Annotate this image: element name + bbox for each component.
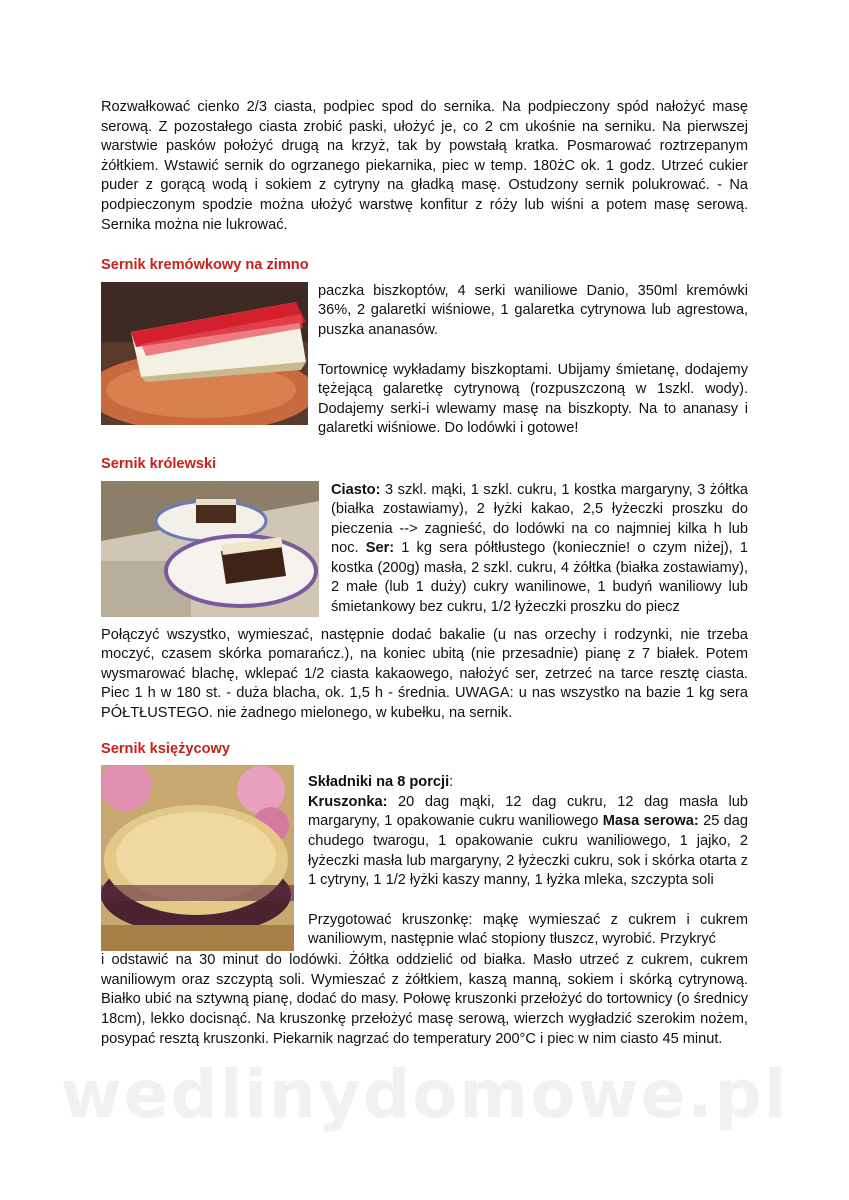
recipe-krolewski-instructions: Połączyć wszystko, wymieszać, następnie dodać bakalie (u nas orzechy i rodzynki, nie trzeba moczyć, czasem skórka pomarańcz.), na koniec ubitą (nie przesadnie) pianę z 7 białek. Potem wysmarować blachę, wklepać 1/2 ciasta kakaowego, nałożyć ser, zetrzeć na tarce resztę ciasta. Piec 1 h w 180 st. - duża blacha, ok. 1,5 h - średnia. UWAGA: u nas wszystko na bazie 1 kg sera PÓŁTŁUSTEGO. nie żadnego mielonego, w kubełku, na sernik.	[101, 626, 748, 722]
recipe-kremowkowy-block	[101, 282, 748, 439]
masa-serowa-text: 25 dag chudego twarogu, 1 opakowanie cukru waniliowego, 1 jajko, 2 łyżeczki masła lub margaryny, 2 łyżeczki cukru, sok i skórka otarta z 1 cytryny, 1 1/2 łyżki kaszy manny, 1 łyżka mleka, szczypta soli	[308, 813, 748, 889]
recipe-kremowkowy-ingredients: paczka biszkoptów, 4 serki waniliowe Danio, 350ml kremówki 36%, 2 galaretki wiśniowe, 1 galaretka cytrynowa lub agrestowa, puszka ananasów.	[318, 282, 748, 338]
recipe-ksiezycowy-side-text: Składniki na 8 porcji: Kruszonka: 20 dag mąki, 12 dag cukru, 12 dag masła lub margaryny, 1 opakowanie cukru waniliowego Masa serowa: 25 dag chudego twarogu, 1 opakowanie cukru waniliowego, 1 jajko, 2 łyżeczki masła lub margaryny, 2 łyżeczki cukru, sok i skórka otarta z 1 cytryny, 1 1/2 łyżki kaszy manny, 1 łyżka mleka, szczypta soli Przygotować kruszonkę: mąkę wymieszać z cukrem i cukrem waniliowym, następnie wlać stopiony tłuszcz, wyrobić. Przykryć	[294, 765, 748, 951]
recipe-title-kremowkowy: Sernik kremówkowy na zimno	[101, 257, 309, 274]
recipe-ksiezycowy-block	[101, 765, 748, 951]
cheesecake-photo	[101, 765, 294, 951]
kruszonka-label: Kruszonka:	[308, 793, 388, 810]
ciasto-label: Ciasto:	[331, 481, 381, 498]
ciasto-text: 3 szkl. mąki, 1 szkl. cukru, 1 kostka margaryny, 3 żółtka (białka zostawiamy), 2 łyżki kakao, 2,5 łyżeczki proszku do pieczenia --> zagnieść, do lodówki na co najmniej kilka h lub noc.	[331, 481, 748, 557]
recipe-krolewski-block	[101, 481, 748, 618]
watermark-text: wedlinydomowe.pl	[60, 1056, 789, 1133]
recipe-title-krolewski: Sernik królewski	[101, 455, 217, 472]
recipe-title-ksiezycowy: Sernik księżycowy	[101, 740, 230, 757]
cheesecake-photo	[101, 282, 308, 425]
masa-serowa-label: Masa serowa:	[602, 813, 699, 830]
portions-label: Składniki na 8 porcji	[308, 774, 450, 791]
recipe-krolewski-side-text	[319, 481, 748, 618]
ser-text: 1 kg sera półtłustego (koniecznie! o czym niżej), 1 kostka (200g) masła, 2 szkl. cukru, 4 żółtka (białka zostawiamy), 2 małe (lub 1 duży) cukry wanilinowe, 1 budyń waniliowy lub śmietankowy bez cukru, 1/2 łyżeczki proszku do piecz	[331, 540, 748, 616]
cheesecake-photo	[101, 481, 319, 617]
kruszonka-text: 20 dag mąki, 12 dag cukru, 12 dag masła lub margaryny, 1 opakowanie cukru waniliowego	[308, 793, 748, 830]
recipe-ksiezycowy-prep-full: i odstawić na 30 minut do lodówki. Żółtka oddzielić od białka. Masło utrzeć z cukrem, cukrem waniliowym oraz szczyptą soli. Wymieszać z żółtkiem, kaszą manną, sokiem i skórką cytrynową. Białko ubić na sztywną pianę, dodać do masy. Połowę kruszonki przełożyć do tortownicy (o średnicy 18cm), lekko docisnąć. Na kruszonkę przełożyć masę serową, wierzch wygładzić szerokim nożem, posypać resztą kruszonki. Piekarnik nagrzać do temperatury 200°C i piec w nim ciasto 45 minut.	[101, 952, 748, 1047]
intro-paragraph: Rozwałkować cienko 2/3 ciasta, podpiec spod do sernika. Na podpieczony spód nałożyć masę serową. Z pozostałego ciasta zrobić paski, ułożyć je, co 2 cm ukośnie na serniku. Na pierwszej warstwie pasków położyć drugą na krzyż, tak by powstałą kratka. Posmarować roztrzepanym żółtkiem. Wstawić sernik do ogrzanego piekarnika, piec w temp. 180żC ok. 1 godz. Utrzeć cukier puder z gorącą wodą i sokiem z cytryny na gładką masę. Ostudzony sernik polukrować. - Na podpieczonym spodzie można ułożyć warstwę konfitur z róży lub wiśni a potem masę serową. Sernika można nie lukrować.	[101, 99, 748, 233]
document-page	[101, 98, 748, 1049]
recipe-ksiezycowy-prep-side: Przygotować kruszonkę: mąkę wymieszać z cukrem i cukrem waniliowym, następnie wlać stopiony tłuszcz, wyrobić. Przykryć	[308, 911, 748, 948]
ser-label: Ser:	[365, 540, 395, 557]
recipe-kremowkowy-instructions: Tortownicę wykładamy biszkoptami. Ubijamy śmietanę, dodajemy tężejącą galaretkę cytrynową (rozpuszczoną w 1szkl. wody). Dodajemy serki-i wlewamy masę na biszkopty. Na to ananasy i galaretki wiśniowe. Do lodówki i gotowe!	[318, 361, 748, 437]
